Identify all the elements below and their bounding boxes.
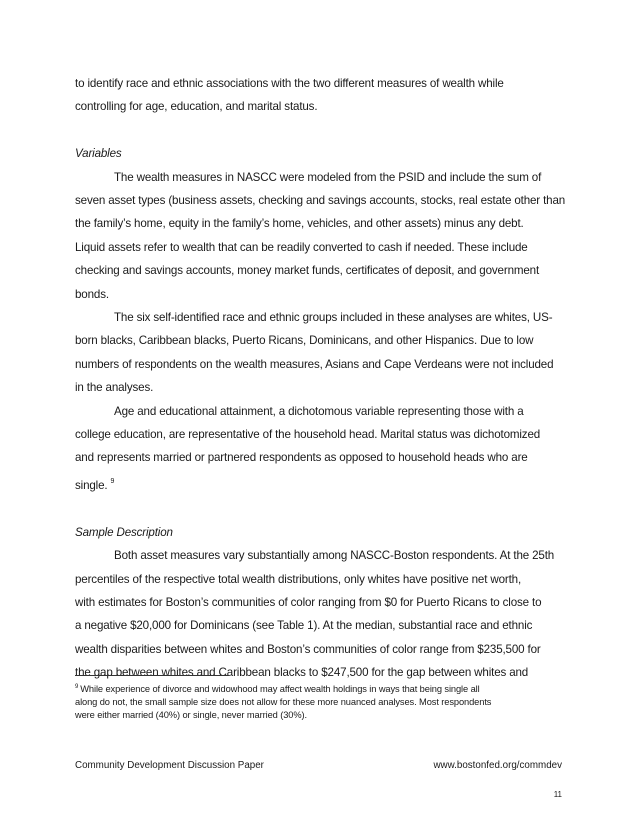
text-line: bonds.: [75, 287, 109, 301]
text-line: a negative $20,000 for Dominicans (see Table 1). At the median, substantial race and ethnic: [75, 619, 533, 633]
variables-paragraph-1: [75, 166, 570, 306]
body-text: [75, 72, 570, 685]
text-line: to identify race and ethnic associations with the two different measures of wealth while: [75, 77, 504, 90]
text-line: and represents married or partnered respondents as opposed to household heads who are: [75, 451, 528, 465]
text-line: born blacks, Caribbean blacks, Puerto Ricans, Dominicans, and other Hispanics. Due to low: [75, 334, 534, 348]
intro-paragraph: [75, 72, 570, 119]
text-line: college education, are representative of the household head. Marital status was dichotomized: [75, 428, 541, 442]
footnote-line: [75, 681, 575, 696]
text-line: the gap between whites and Caribbean blacks to $247,500 for the gap between whites and: [75, 666, 529, 680]
variables-heading: Variables: [75, 147, 122, 161]
variables-paragraph-2: [75, 306, 570, 400]
text-line: Both asset measures vary substantially among NASCC-Boston respondents. At the 25th: [114, 549, 555, 563]
text-line: checking and savings accounts, money market funds, certificates of deposit, and government: [75, 264, 540, 278]
footnote-line: were either married (40%) or single, never married (30%).: [75, 710, 307, 720]
footnote-divider: [75, 675, 228, 676]
text-line-content: single.: [75, 478, 108, 492]
sample-paragraph-1: [75, 544, 570, 684]
footnote-reference[interactable]: 9: [110, 477, 115, 485]
text-line: in the analyses.: [75, 381, 154, 395]
footnote-text: While experience of divorce and widowhood may affect wealth holdings in ways that being single all: [80, 684, 480, 694]
footer-url-link[interactable]: www.bostonfed.org/commdev: [433, 760, 562, 771]
footnote-line: along do not, the small sample size does not allow for these more nuanced analyses. Most respondents: [75, 697, 492, 707]
text-line: Age and educational attainment, a dichotomous variable representing those with a: [114, 404, 524, 418]
text-line: [75, 470, 570, 497]
text-line: The wealth measures in NASCC were modeled from the PSID and include the sum of: [114, 170, 542, 184]
text-line: the family’s home, equity in the family’s home, vehicles, and other assets) minus any debt.: [75, 217, 524, 231]
footer-publication-title: Community Development Discussion Paper: [75, 760, 264, 771]
page-number: 11: [553, 790, 562, 799]
text-line: percentiles of the respective total wealth distributions, only whites have positive net worth,: [75, 572, 522, 586]
text-line: The six self-identified race and ethnic groups included in these analyses are whites, US-: [114, 311, 553, 325]
text-line: with estimates for Boston’s communities of color ranging from $0 for Puerto Ricans to close to: [75, 595, 542, 609]
text-line: seven asset types (business assets, checking and savings accounts, stocks, real estate other than: [75, 194, 566, 208]
footnote-number: 9: [75, 684, 79, 690]
sample-description-heading: Sample Description: [75, 525, 173, 539]
text-line: wealth disparities between whites and Boston’s communities of color range from $235,500 for: [75, 642, 541, 656]
text-line: numbers of respondents on the wealth measures, Asians and Cape Verdeans were not included: [75, 357, 554, 371]
text-line: Liquid assets refer to wealth that can be readily converted to cash if needed. These include: [75, 240, 528, 254]
variables-paragraph-3: [75, 400, 570, 498]
footnote: [75, 681, 575, 722]
text-line: controlling for age, education, and marital status.: [75, 100, 318, 114]
